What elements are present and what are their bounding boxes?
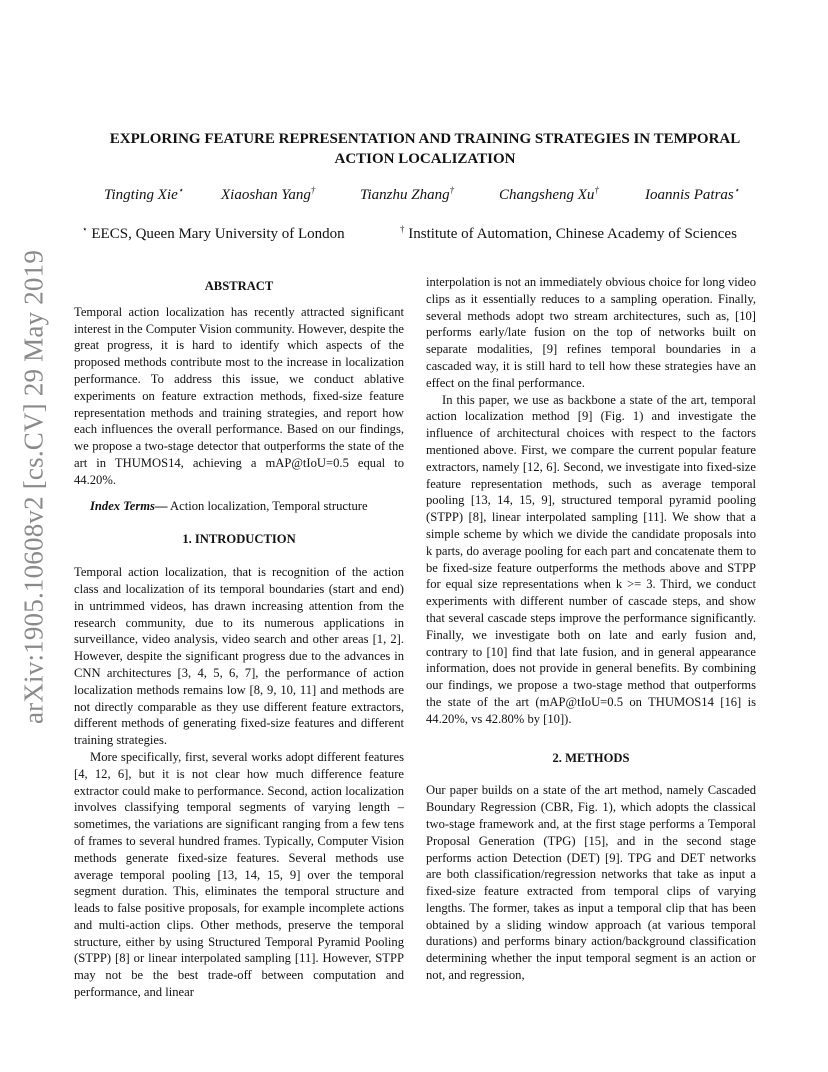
- title-line-1: EXPLORING FEATURE REPRESENTATION AND TRAINING STRATEGIES IN TEMPORAL: [109, 131, 741, 147]
- author: Xiaoshan Yang†: [221, 185, 316, 203]
- arxiv-sidebar: [14, 249, 54, 725]
- abstract-text: Temporal action localization has recently attracted significant interest in the Computer Vision community. However, despite the great progress, it is hard to identify which aspects of the proposed methods contribute most to the increase in localization performance. To address this issue, we conduct ablative experiments on feature extraction methods, fixed-size feature representation methods and training strategies, and report how each influences the overall performance. Based on our findings, we propose a two-stage detector that outperforms the state of the art in THUMOS14, achieving a mAP@tIoU=0.5 equal to 44.20%.: [74, 304, 404, 487]
- intro-paragraph-3: interpolation is not an immediately obvious choice for long video clips as it essentially reduces to a sampling operation. Finally, several methods adopt two stream architectures, such as, [10] performs early/late fusion on the top of networks built on separate modalities, [9] refines temporal boundaries in a cascaded way, it is still hard to tell how these strategies have an effect on the final performance.: [426, 275, 756, 390]
- author: Ioannis Patras⋆: [645, 185, 740, 203]
- title-line-2: ACTION LOCALIZATION: [334, 151, 516, 167]
- paper-title: [60, 129, 790, 169]
- author: Tingting Xie⋆: [104, 185, 184, 203]
- abstract-heading: ABSTRACT: [204, 279, 274, 293]
- intro-paragraph-2: More specifically, first, several works adopt different features [4, 12, 6], but it is not clear how much difference feature extractor could make to performance. Second, action localization involves classifying temporal segments of varying length – sometimes, the variations are significant ranging from a few tens of frames to several hundred frames. Typically, Computer Vision methods generate fixed-size features. Several methods use average temporal pooling [13, 14, 15, 9] over the temporal segment duration. This, eliminates the temporal structure and leads to false positive proposals, for example incomplete actions and multi-action clips. Other methods, preserve the temporal structure, either by using Structured Temporal Pyramid Pooling (STPP) [8] or linear interpolated sampling [11]. However, STPP may not be the best trade-off between computation and performance, and linear: [74, 749, 404, 1000]
- arxiv-identifier: arXiv:1905.10608v2 [cs.CV] 29 May 2019: [18, 249, 49, 725]
- affiliation: ⋆ EECS, Queen Mary University of London: [82, 224, 345, 242]
- intro-heading: 1. INTRODUCTION: [182, 532, 296, 547]
- index-terms: Index Terms— Action localization, Temporal structure: [90, 498, 368, 513]
- author: Changsheng Xu†: [499, 185, 599, 203]
- author: Tianzhu Zhang†: [360, 185, 455, 203]
- methods-heading: 2. METHODS: [552, 750, 630, 765]
- left-column: [74, 278, 404, 1001]
- methods-paragraph-1: Our paper builds on a state of the art method, namely Cascaded Boundary Regression (CBR, Fig. 1), which adopts the classical two-stage framework and, at the first stage performs a Temporal Proposal Generation (TPG) [15], and in the second stage performs action Detection (DET) [9]. TPG and DET networks are both classification/regression networks that take as input a fixed-size feature extracted from temporal clips of varying lengths. The former, takes as input a temporal clip that has been obtained by a sliding window approach (at various temporal durations) and performs binary action/background classification determining whether the input temporal segment is an action or not, and regression,: [426, 783, 756, 983]
- right-column: [426, 274, 756, 984]
- affiliation: † Institute of Automation, Chinese Academy of Sciences: [400, 224, 737, 242]
- intro-paragraph-4: In this paper, we use as backbone a state of the art, temporal action localization method [9] (Fig. 1) and investigate the influence of architectural choices with respect to the factors mentioned above. First, we compare the current popular feature extractors, namely [12, 6]. Second, we investigate into fixed-size feature representation methods, such as average temporal pooling [13, 14, 15, 9], structured temporal pyramid pooling (STPP) [8], linear interpolated sampling [11]. We show that a simple scheme by which we divide the candidate proposals into k parts, do average pooling for each part and concatenate them to be fixed-size feature outperforms the methods above and STPP for equal size representations when k >= 3. Third, we conduct experiments with different number of cascade steps, and show that several cascade steps improve the performance significantly. Finally, we investigate both on late and early fusion and, contrary to [10] find that late fusion, and in general appearance information, does not provide in general benefits. By combining our findings, we propose a two-stage method that outperforms the state of the art (mAP@tIoU=0.5 on THUMOS14 [16] is 44.20%, vs 42.80% by [10]).: [426, 392, 756, 726]
- intro-paragraph-1: Temporal action localization, that is recognition of the action class and localization of its temporal boundaries (start and end) in untrimmed videos, has drawn increasing attention from the research community, due to its numerous applications in surveillance, video analysis, video search and other areas [1, 2]. However, despite the significant progress due to the advances in CNN architectures [3, 4, 5, 6, 7], the performance of action localization methods remains low [8, 9, 10, 11] and methods are not directly comparable as they use different feature extractors, different methods of generating fixed-size features and different training strategies.: [74, 565, 404, 748]
